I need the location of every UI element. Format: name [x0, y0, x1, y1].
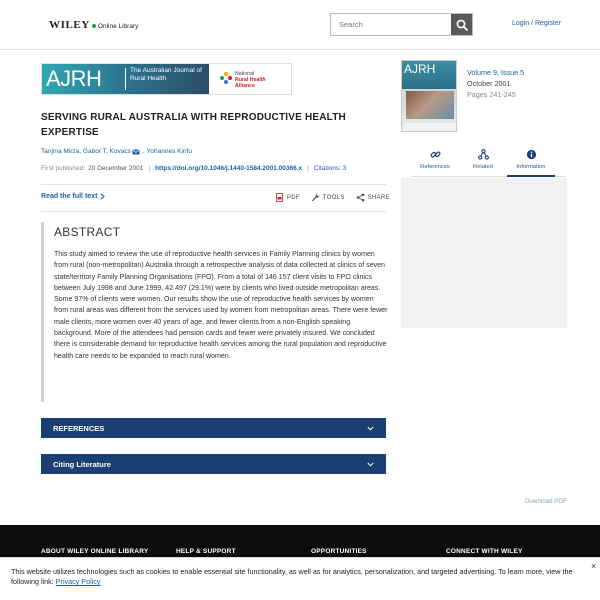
search-input[interactable]: [331, 14, 451, 35]
partner-line1: National: [235, 71, 255, 77]
side-tabs: [411, 144, 566, 177]
divider: [41, 184, 386, 185]
doi-link[interactable]: https://doi.org/10.1046/j.1440-1584.2001.00366.x: [155, 165, 303, 172]
network-icon: [478, 149, 489, 160]
references-label: REFERENCES: [53, 423, 105, 433]
pdf-icon: [276, 193, 284, 202]
issue-pages: Pages 241-245: [467, 90, 516, 99]
partner-line3: Alliance: [235, 83, 255, 89]
share-label: SHARE: [367, 194, 390, 201]
tools-button[interactable]: [311, 193, 345, 202]
cover-abbr: AJRH: [404, 62, 436, 76]
citations-link[interactable]: Citations: 3: [313, 165, 347, 172]
cover-footer: [404, 123, 456, 131]
partner-line2: Rural Health: [235, 77, 266, 83]
divider: |: [148, 165, 151, 172]
read-full-text-label: Read the full text: [41, 193, 98, 200]
article-title: SERVING RURAL AUSTRALIA WITH REPRODUCTIVE HEALTH EXPERTISE: [41, 112, 346, 138]
first-published-date: 20 December 2001: [88, 165, 144, 172]
tab-label: Related: [473, 164, 493, 170]
divider: |: [307, 165, 309, 172]
author-link[interactable]: Yohannes Kinfu: [146, 148, 192, 155]
cover-photo: [406, 91, 454, 119]
issue-date: October 2001: [467, 79, 511, 88]
first-published-label: First published:: [41, 165, 86, 172]
info-icon: [526, 149, 537, 160]
email-icon[interactable]: [132, 149, 140, 155]
share-button[interactable]: [356, 193, 390, 202]
search-box: [330, 13, 473, 36]
nrha-emblem-icon: [219, 71, 233, 85]
issue-info: [467, 67, 524, 100]
search-icon: [456, 19, 468, 31]
footer-heading-connect[interactable]: CONNECT WITH WILEY: [446, 548, 523, 555]
partner-name: [235, 71, 295, 89]
share-icon: [356, 193, 365, 202]
tools-label: TOOLS: [322, 194, 345, 201]
cookie-banner: [0, 557, 600, 600]
tab-label: References: [420, 164, 450, 170]
abstract-heading: ABSTRACT: [54, 225, 121, 239]
tab-references[interactable]: [411, 144, 459, 177]
footer-heading-opportunities[interactable]: OPPORTUNITIES: [311, 548, 367, 555]
read-full-text-link[interactable]: [41, 193, 105, 200]
journal-logo: [42, 64, 209, 94]
divider: [41, 211, 386, 212]
search-button[interactable]: [451, 14, 472, 35]
link-icon: [430, 149, 441, 160]
journal-cover-image[interactable]: [401, 60, 457, 132]
login-register-link[interactable]: Login / Register: [512, 20, 562, 27]
chevron-right-icon: [100, 193, 105, 200]
chevron-down-icon: [367, 426, 374, 431]
abstract-section: [41, 222, 386, 402]
publication-info: [41, 165, 346, 172]
logo-dot-icon: [92, 24, 96, 28]
author-list: [41, 148, 192, 155]
pdf-button[interactable]: [276, 193, 300, 202]
tab-label: Information: [516, 164, 546, 170]
citing-literature-label: Citing Literature: [53, 459, 111, 469]
journal-name: The Australian Journal of Rural Health: [130, 67, 202, 82]
author-separator: ,: [141, 148, 144, 155]
download-pdf-link[interactable]: Download PDF: [525, 498, 567, 505]
author-link[interactable]: Tanjina Mirza,: [41, 148, 82, 155]
tab-information[interactable]: [507, 144, 555, 177]
privacy-policy-link[interactable]: Privacy Policy: [55, 577, 101, 586]
footer-heading-help[interactable]: HELP & SUPPORT: [176, 548, 236, 555]
abstract-text: This study aimed to review the use of reproductive health services in Family Planning clinics by women from rural (non-metropolitan) Australia through a retrospective analysis of data collected at clinics of seven state/territory Family Planning Organisations (FPO). From a total of 146 157 client visits to FPO clinics between July 1998 and June 1999, 42 497 (29.1%) were by clients who lived outside metropolitan areas. Some 97% of clients were women. Our results show the use of reproductive health services by women from rural areas was different from the services used by women from metropolitan areas. There were fewer male clients, more women over 40 years of age, and fewer clients from a non-English speaking background. More of the attendees had pension cards and fewer were privately insured. We concluded there is considerable demand for reproductive health services among the rural population and reproductive health care needs to be expanded to reach rural women.: [54, 251, 388, 360]
footer-heading-about[interactable]: ABOUT WILEY ONLINE LIBRARY: [41, 548, 149, 555]
wiley-logo[interactable]: [49, 19, 138, 31]
cookie-message: [11, 567, 586, 587]
information-panel: [401, 178, 567, 328]
volume-issue-link[interactable]: Volume 9, Issue 5: [467, 68, 525, 77]
site-header: [0, 0, 600, 50]
wrench-icon: [311, 193, 320, 202]
tab-related[interactable]: [459, 144, 507, 177]
close-icon[interactable]: ×: [591, 561, 597, 571]
journal-logo-divider: [125, 68, 126, 90]
logo-brand: WILEY: [49, 19, 90, 31]
journal-abbr: AJRH: [46, 66, 102, 91]
chevron-down-icon: [367, 462, 374, 467]
citing-literature-accordion[interactable]: [41, 454, 386, 474]
journal-banner[interactable]: [41, 63, 292, 95]
partner-logo: [209, 64, 291, 94]
article-tools: [276, 193, 390, 202]
logo-sub: Online Library: [97, 23, 139, 30]
cookie-text: This website utilizes technologies such as cookies to enable essential site functionality, as well as for analytics, personalization, and targeted advertising. To learn more, view the following link:: [11, 567, 573, 586]
references-accordion[interactable]: [41, 418, 386, 438]
author-link[interactable]: Gabor T. Kovacs: [82, 148, 131, 155]
pdf-label: PDF: [287, 194, 300, 201]
